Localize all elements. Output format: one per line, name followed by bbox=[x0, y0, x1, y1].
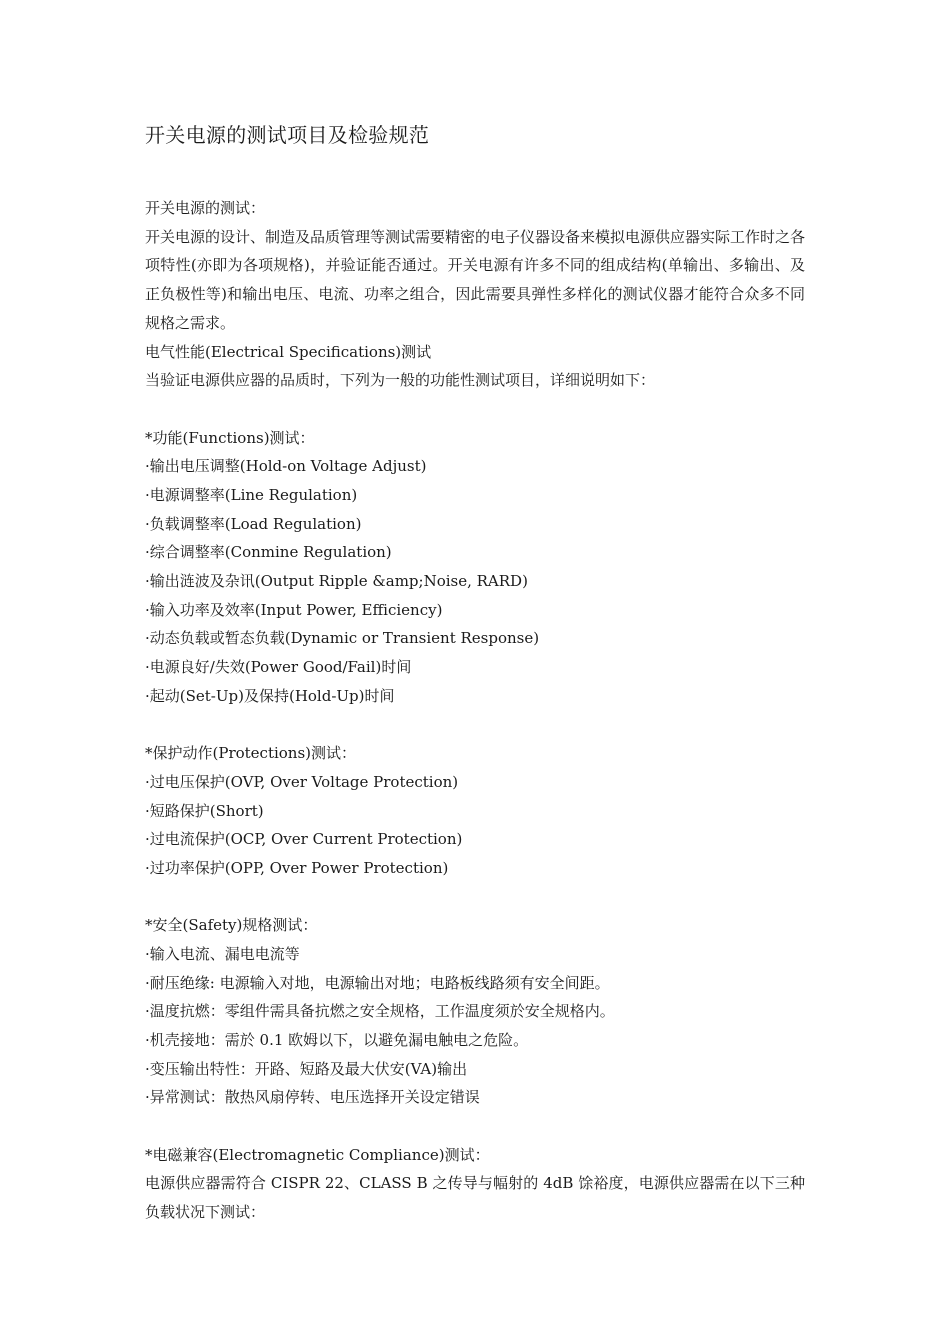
section-gap bbox=[145, 710, 810, 739]
list-item: ·过电流保护(OCP, Over Current Protection) bbox=[145, 830, 463, 849]
list-item: ·温度抗燃：零组件需具备抗燃之安全规格，工作温度须於安全规格内。 bbox=[145, 1002, 615, 1021]
list-item: ·过功率保护(OPP, Over Power Protection) bbox=[145, 858, 449, 877]
list-item: ·负载调整率(Load Regulation) bbox=[145, 514, 362, 533]
intro-paragraph: 开关电源的设计、制造及品质管理等测试需要精密的电子仪器设备来模拟电源供应器实际工作时之各项特性(亦即为各项规格)，并验证能否通过。开关电源有许多不同的组成结构(单输出、多输出、及正负极性等)和输出电压、电流、功率之组合，因此需要具弹性多样化的测试仪器才能符合众多不同规格之需求。 bbox=[145, 227, 806, 332]
section-gap bbox=[145, 1112, 810, 1141]
list-item: ·输入功率及效率(Input Power, Efficiency) bbox=[145, 600, 443, 619]
list-item: ·输出电压调整(Hold-on Voltage Adjust) bbox=[145, 457, 427, 476]
section-gap bbox=[145, 395, 810, 424]
protections-heading: *保护动作(Protections)测试： bbox=[145, 744, 357, 763]
document-title: 开关电源的测试项目及检验规范 bbox=[145, 123, 430, 147]
safety-heading: *安全(Safety)规格测试： bbox=[145, 916, 318, 935]
section-gap bbox=[145, 883, 810, 912]
list-item: ·输出涟波及杂讯(Output Ripple &amp;Noise, RARD) bbox=[145, 572, 528, 590]
list-item: ·过电压保护(OVP, Over Voltage Protection) bbox=[145, 772, 459, 791]
list-item: ·耐压绝缘: 电源输入对地，电源输出对地；电路板线路须有安全间距。 bbox=[145, 973, 610, 992]
emc-heading: *电磁兼容(Electromagnetic Compliance)测试： bbox=[145, 1145, 490, 1164]
emc-paragraph: 电源供应器需符合 CISPR 22、CLASS B 之传导与幅射的 4dB 馀裕度，电源供应器需在以下三种负载状况下测试： bbox=[145, 1174, 805, 1222]
list-item: ·电源良好/失效(Power Good/Fail)时间 bbox=[145, 658, 412, 677]
document-body bbox=[145, 194, 810, 1227]
list-item: ·动态负载或暂态负载(Dynamic or Transient Response) bbox=[145, 629, 540, 648]
list-item: ·综合调整率(Conmine Regulation) bbox=[145, 543, 392, 562]
intro-heading: 开关电源的测试： bbox=[145, 199, 266, 217]
intro-lead: 当验证电源供应器的品质时，下列为一般的功能性测试项目，详细说明如下： bbox=[145, 371, 656, 390]
list-item: ·机壳接地：需於 0.1 欧姆以下，以避免漏电触电之危险。 bbox=[145, 1031, 529, 1049]
list-item: ·起动(Set-Up)及保持(Hold-Up)时间 bbox=[145, 686, 395, 705]
list-item: ·变压输出特性：开路、短路及最大伏安(VA)输出 bbox=[145, 1059, 468, 1078]
list-item: ·异常测试：散热风扇停转、电压选择开关设定错误 bbox=[145, 1088, 480, 1107]
list-item: ·电源调整率(Line Regulation) bbox=[145, 485, 358, 504]
list-item: ·输入电流、漏电电流等 bbox=[145, 944, 300, 963]
functions-heading: *功能(Functions)测试： bbox=[145, 428, 315, 447]
electrical-heading: 电气性能(Electrical Specifications)测试 bbox=[145, 342, 432, 361]
list-item: ·短路保护(Short) bbox=[145, 801, 264, 820]
